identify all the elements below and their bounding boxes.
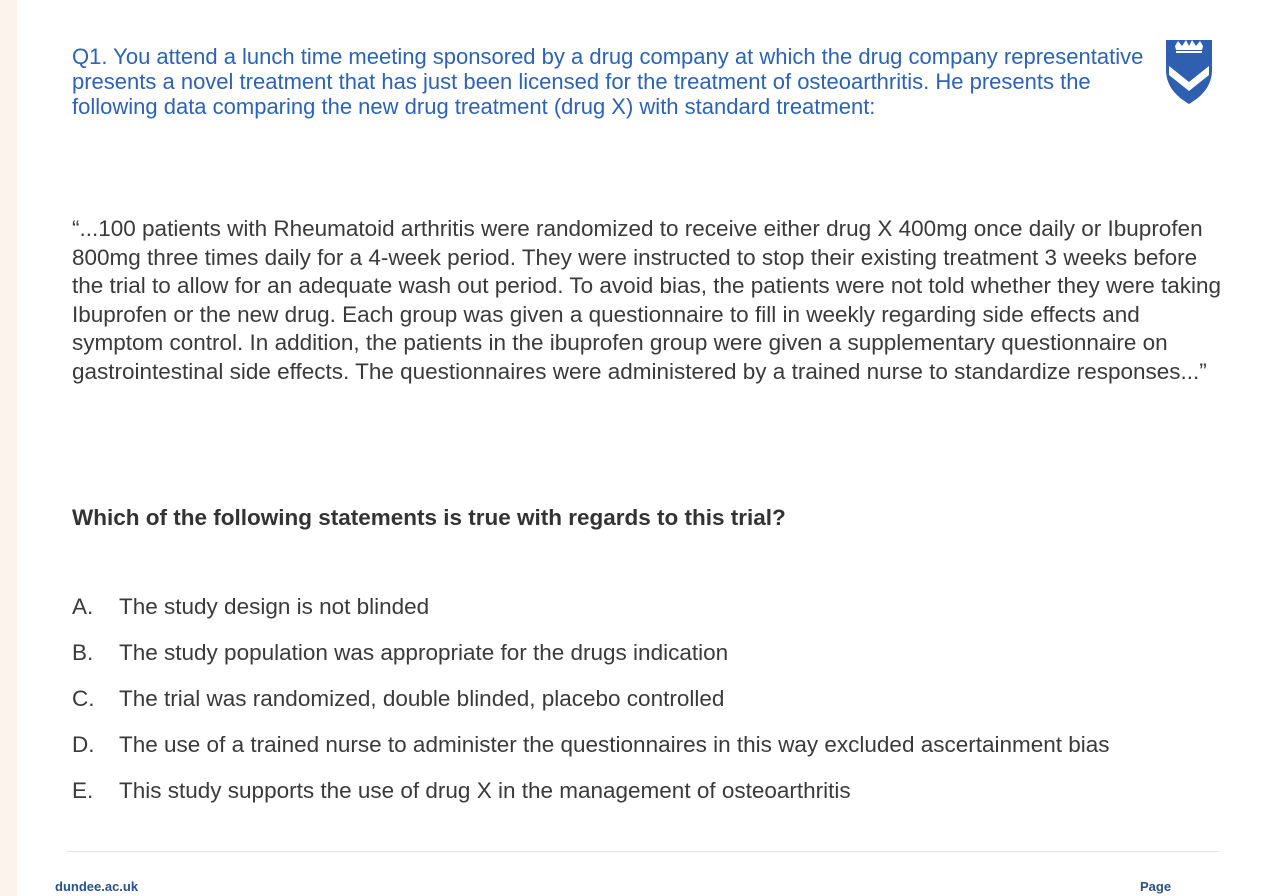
option-letter: D.: [72, 732, 95, 757]
slide: [17, 0, 1266, 896]
option-c[interactable]: [72, 685, 1172, 712]
footer-divider: [67, 851, 1219, 852]
answer-options: [72, 593, 1172, 823]
option-e[interactable]: [72, 777, 1172, 804]
trial-description-quote: “...100 patients with Rheumatoid arthritis were randomized to receive either drug X 400mg once daily or Ibuprofen 800mg three times daily for a 4-week period. They were instructed to stop their existing treatment 3 weeks before the trial to allow for an adequate wash out period. To avoid bias, the patients were not told whether they were taking Ibuprofen or the new drug. Each group was given a questionnaire to fill in weekly regarding side effects and symptom control. In addition, the patients in the ibuprofen group were given a supplementary questionnaire on gastrointestinal side effects. The questionnaires were administered by a trained nurse to standardize responses...”: [72, 216, 1222, 384]
option-text: This study supports the use of drug X in the management of osteoarthritis: [119, 778, 851, 803]
option-letter: A.: [72, 594, 94, 619]
option-letter: C.: [72, 686, 95, 711]
option-letter: E.: [72, 778, 94, 803]
option-d[interactable]: [72, 731, 1172, 758]
university-shield-icon: [1163, 36, 1215, 108]
option-a[interactable]: [72, 593, 1172, 620]
option-text: The trial was randomized, double blinded, placebo controlled: [119, 686, 725, 711]
option-b[interactable]: [72, 639, 1172, 666]
option-letter: B.: [72, 640, 94, 665]
option-text: The use of a trained nurse to administer the questionnaires in this way excluded ascertainment bias: [119, 732, 1110, 757]
option-text: The study design is not blinded: [119, 594, 430, 619]
option-text: The study population was appropriate for the drugs indication: [119, 640, 729, 665]
question-prompt: Which of the following statements is true with regards to this trial?: [72, 505, 786, 530]
footer-website-link[interactable]: dundee.ac.uk: [55, 879, 139, 894]
question-header: Q1. You attend a lunch time meeting sponsored by a drug company at which the drug company representative presents a novel treatment that has just been licensed for the treatment of osteoarthritis. He presents the following data comparing the new drug treatment (drug X) with standard treatment:: [72, 44, 1144, 119]
footer-page-label: Page: [1140, 879, 1172, 894]
